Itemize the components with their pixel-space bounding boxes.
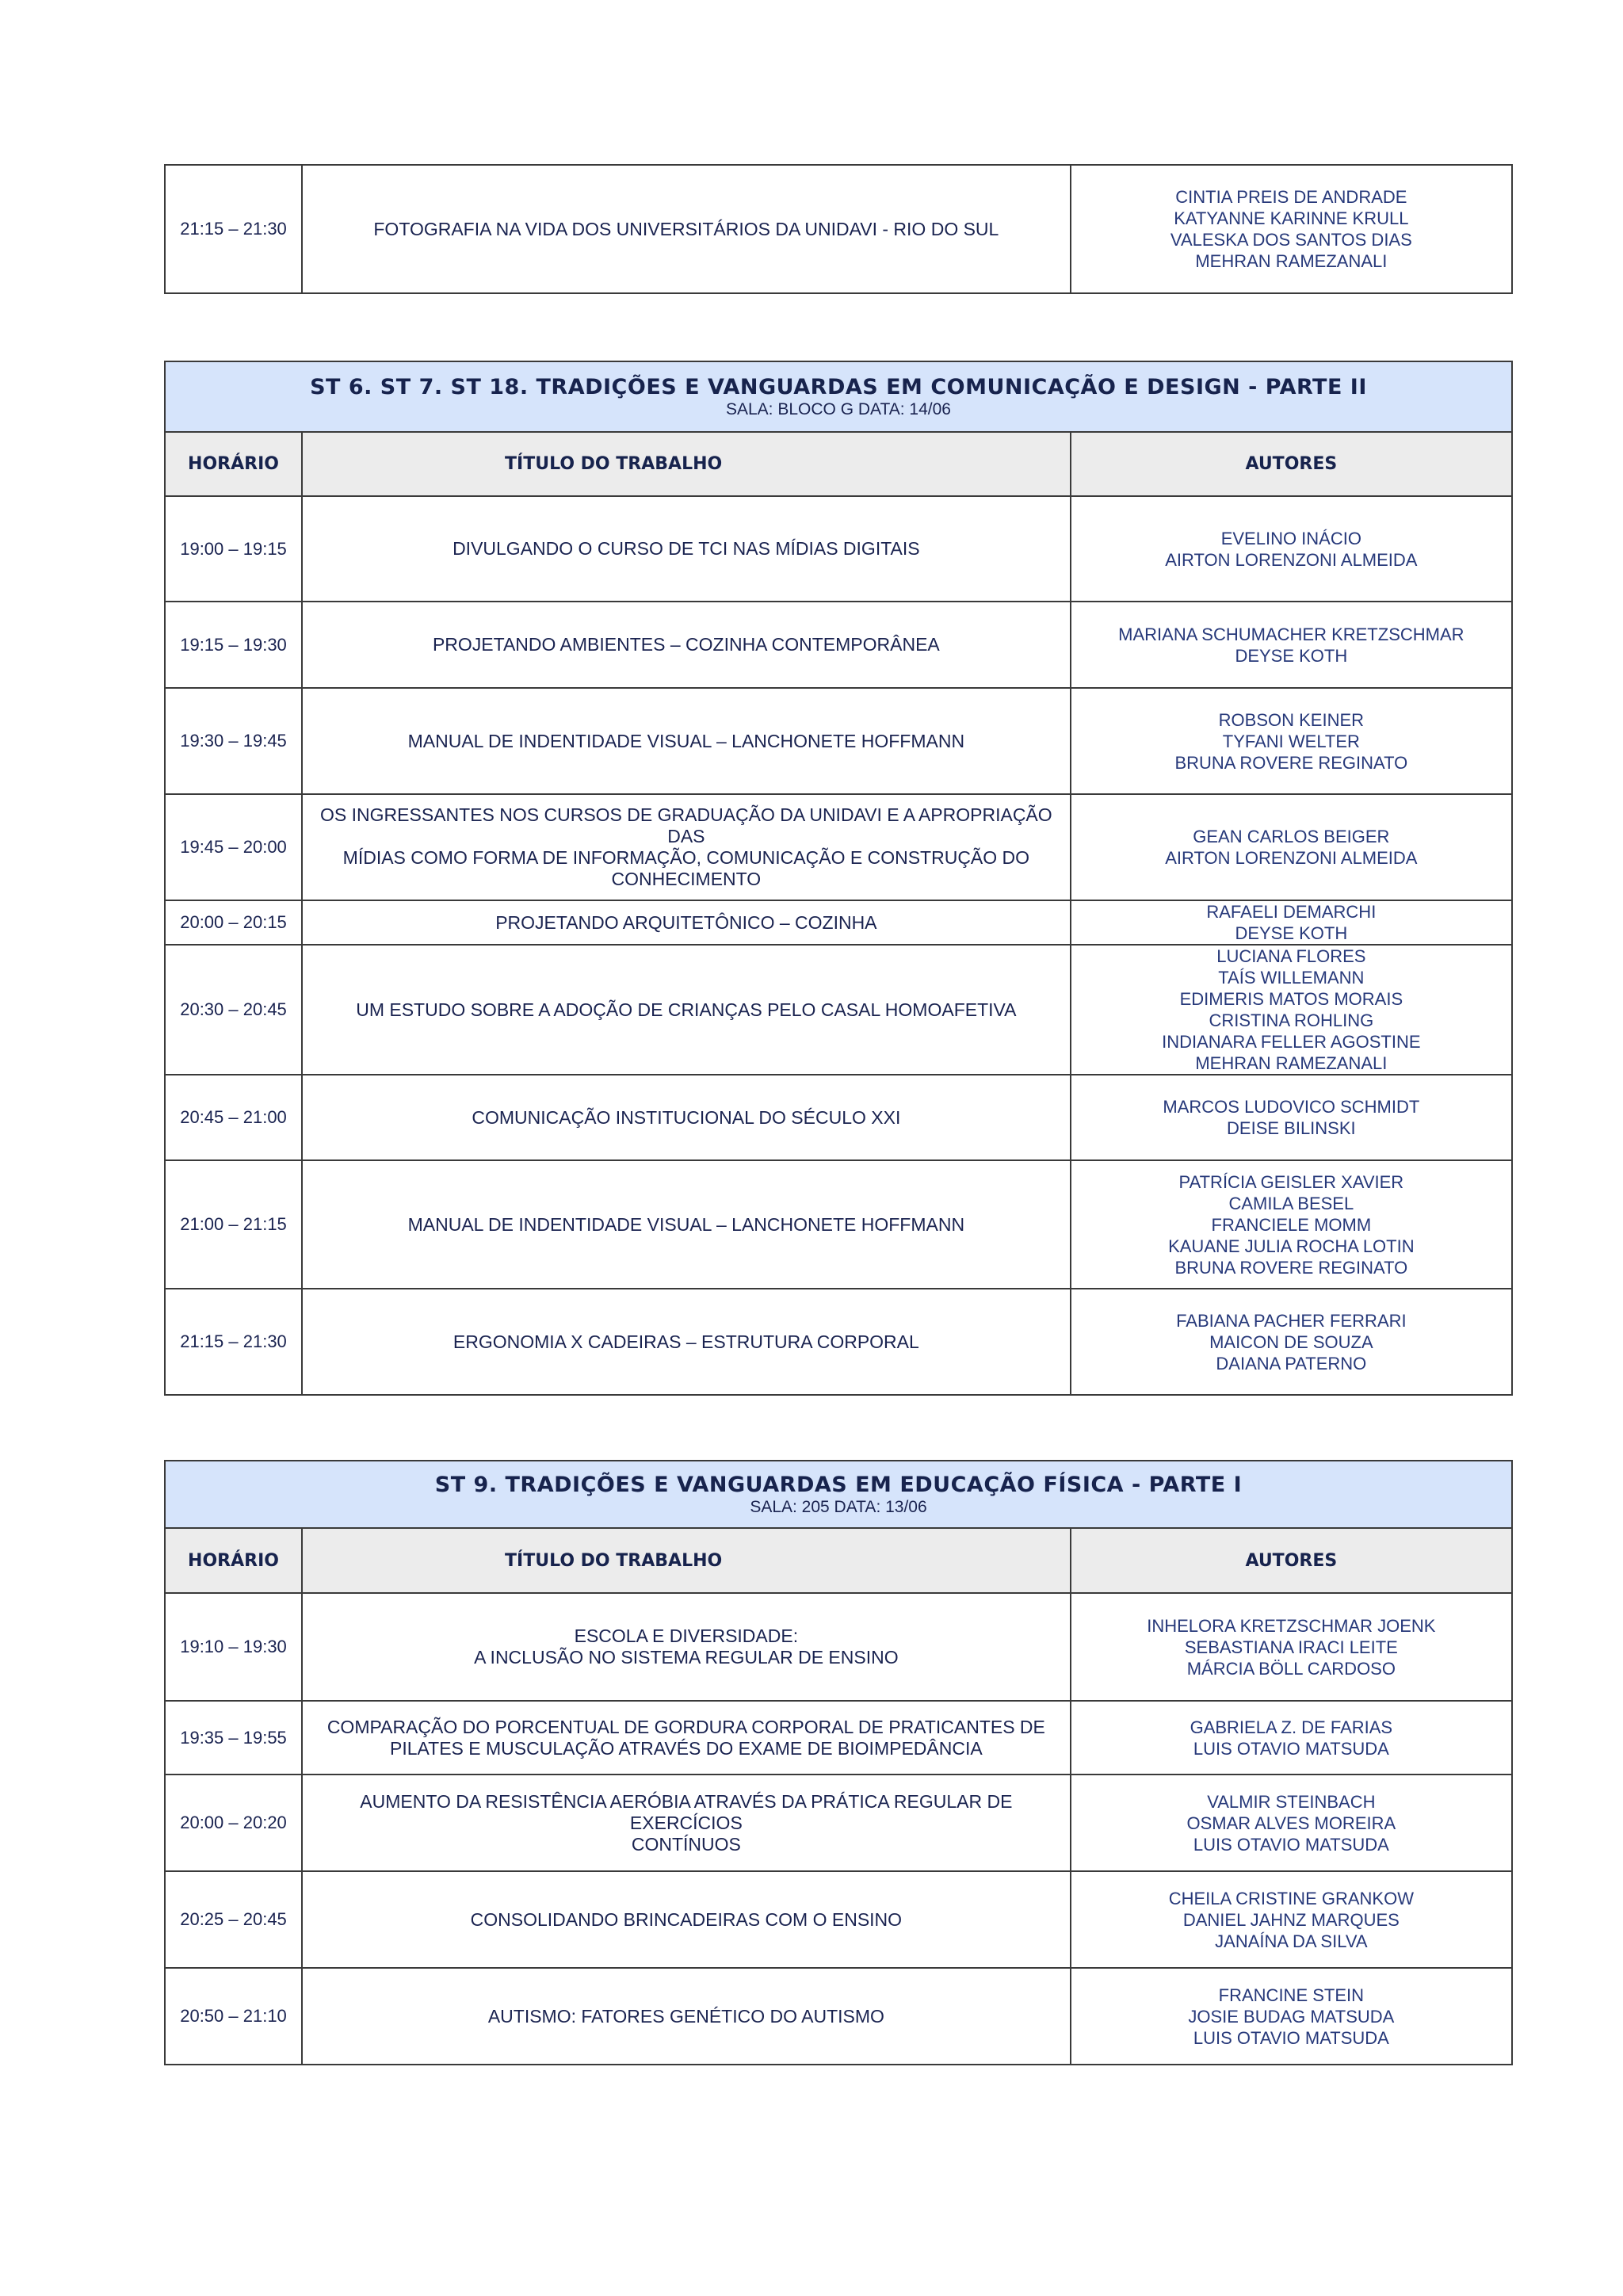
table-row bbox=[165, 688, 1512, 794]
author-name: BRUNA ROVERE REGINATO bbox=[1174, 1257, 1408, 1278]
author-name: LUIS OTAVIO MATSUDA bbox=[1193, 1738, 1389, 1759]
title-cell: FOTOGRAFIA NA VIDA DOS UNIVERSITÁRIOS DA UNIDAVI - RIO DO SUL bbox=[302, 165, 1071, 293]
time-cell: 19:45 – 20:00 bbox=[165, 794, 302, 900]
author-name: DEISE BILINSKI bbox=[1227, 1118, 1356, 1138]
author-name: MAICON DE SOUZA bbox=[1209, 1331, 1373, 1352]
author-name: CRISTINA ROHLING bbox=[1209, 1010, 1374, 1030]
column-header-time: HORÁRIO bbox=[165, 1528, 302, 1593]
author-name: TYFANI WELTER bbox=[1222, 731, 1360, 751]
authors-cell bbox=[1071, 1075, 1512, 1160]
time-cell: 20:00 – 20:15 bbox=[165, 900, 302, 945]
author-name: DAIANA PATERNO bbox=[1216, 1353, 1367, 1373]
authors-cell bbox=[1071, 602, 1512, 688]
table-row bbox=[165, 1289, 1512, 1395]
section-subtitle: SALA: 205 DATA: 13/06 bbox=[750, 1497, 927, 1516]
title-cell: DIVULGANDO O CURSO DE TCI NAS MÍDIAS DIGITAIS bbox=[302, 496, 1071, 602]
author-name: LUIS OTAVIO MATSUDA bbox=[1193, 2027, 1389, 2048]
author-name: GEAN CARLOS BEIGER bbox=[1193, 827, 1390, 846]
schedule-table-continuation bbox=[164, 164, 1513, 294]
author-name: AIRTON LORENZONI ALMEIDA bbox=[1165, 848, 1418, 868]
column-header-row bbox=[165, 432, 1512, 496]
title-cell: AUTISMO: FATORES GENÉTICO DO AUTISMO bbox=[302, 1968, 1071, 2065]
time-cell: 19:30 – 19:45 bbox=[165, 688, 302, 794]
time-cell: 21:15 – 21:30 bbox=[165, 1289, 302, 1395]
author-name: FRANCINE STEIN bbox=[1218, 1985, 1365, 2005]
author-name: FABIANA PACHER FERRARI bbox=[1176, 1310, 1407, 1331]
author-name: EDIMERIS MATOS MORAIS bbox=[1179, 989, 1403, 1009]
table-row bbox=[165, 1075, 1512, 1160]
time-cell: 19:15 – 19:30 bbox=[165, 602, 302, 688]
authors-cell bbox=[1071, 1701, 1512, 1775]
table-row bbox=[165, 1701, 1512, 1775]
authors-cell bbox=[1071, 1871, 1512, 1968]
column-header-time: HORÁRIO bbox=[165, 432, 302, 496]
author-name: CAMILA BESEL bbox=[1228, 1193, 1354, 1213]
authors-cell bbox=[1071, 1775, 1512, 1871]
time-cell: 20:45 – 21:00 bbox=[165, 1075, 302, 1160]
author-name: OSMAR ALVES MOREIRA bbox=[1186, 1813, 1396, 1833]
author-name: CHEILA CRISTINE GRANKOW bbox=[1168, 1888, 1414, 1908]
time-cell: 19:35 – 19:55 bbox=[165, 1701, 302, 1775]
schedule-table-comunicacao-design bbox=[164, 361, 1513, 1396]
title-cell: PROJETANDO ARQUITETÔNICO – COZINHA bbox=[302, 900, 1071, 945]
title-cell: CONSOLIDANDO BRINCADEIRAS COM O ENSINO bbox=[302, 1871, 1071, 1968]
title-cell: AUMENTO DA RESISTÊNCIA AERÓBIA ATRAVÉS DA PRÁTICA REGULAR DE EXERCÍCIOS CONTÍNUOS bbox=[302, 1775, 1071, 1871]
authors-cell bbox=[1071, 900, 1512, 945]
author-name: LUCIANA FLORES bbox=[1216, 946, 1366, 966]
time-cell: 19:10 – 19:30 bbox=[165, 1593, 302, 1701]
authors-cell bbox=[1071, 1968, 1512, 2065]
table-row bbox=[165, 900, 1512, 945]
table-row bbox=[165, 1968, 1512, 2065]
author-name: BRUNA ROVERE REGINATO bbox=[1174, 752, 1408, 773]
author-name: TAÍS WILLEMANN bbox=[1218, 968, 1365, 988]
column-header-row bbox=[165, 1528, 1512, 1593]
author-name: MEHRAN RAMEZANALI bbox=[1195, 251, 1388, 271]
table-row bbox=[165, 1593, 1512, 1701]
author-name: KAUANE JULIA ROCHA LOTIN bbox=[1168, 1236, 1415, 1256]
author-name: SEBASTIANA IRACI LEITE bbox=[1184, 1637, 1398, 1657]
author-name: INDIANARA FELLER AGOSTINE bbox=[1162, 1032, 1421, 1052]
author-name: VALESKA DOS SANTOS DIAS bbox=[1170, 230, 1412, 250]
authors-cell bbox=[1071, 688, 1512, 794]
author-name: DANIEL JAHNZ MARQUES bbox=[1182, 1909, 1400, 1930]
schedule-table-educacao-fisica bbox=[164, 1460, 1513, 2065]
section-header-row bbox=[165, 361, 1512, 432]
author-name: GABRIELA Z. DE FARIAS bbox=[1190, 1717, 1393, 1737]
author-name: ROBSON KEINER bbox=[1218, 709, 1365, 730]
table-row bbox=[165, 1775, 1512, 1871]
authors-cell bbox=[1071, 945, 1512, 1075]
title-cell: ESCOLA E DIVERSIDADE: A INCLUSÃO NO SISTEMA REGULAR DE ENSINO bbox=[302, 1593, 1071, 1701]
section-title: ST 9. TRADIÇÕES E VANGUARDAS EM EDUCAÇÃO FÍSICA - PARTE I bbox=[434, 1472, 1243, 1497]
title-cell: ERGONOMIA X CADEIRAS – ESTRUTURA CORPORAL bbox=[302, 1289, 1071, 1395]
table-row bbox=[165, 794, 1512, 900]
author-name: JOSIE BUDAG MATSUDA bbox=[1188, 2006, 1395, 2027]
author-name: EVELINO INÁCIO bbox=[1220, 528, 1361, 548]
table-row bbox=[165, 602, 1512, 688]
time-cell: 20:25 – 20:45 bbox=[165, 1871, 302, 1968]
section-header bbox=[165, 1461, 1512, 1528]
author-name: JANAÍNA DA SILVA bbox=[1215, 1931, 1368, 1951]
title-cell: OS INGRESSANTES NOS CURSOS DE GRADUAÇÃO DA UNIDAVI E A APROPRIAÇÃO DAS MÍDIAS COMO FORMA DE INFORMAÇÃO, COMUNICAÇÃO E CONSTRUÇÃO DO CONHECIMENTO bbox=[302, 794, 1071, 900]
authors-cell bbox=[1071, 1593, 1512, 1701]
title-cell: MANUAL DE INDENTIDADE VISUAL – LANCHONETE HOFFMANN bbox=[302, 1160, 1071, 1289]
author-name: MARIANA SCHUMACHER KRETZSCHMAR bbox=[1118, 624, 1465, 644]
section-header bbox=[165, 361, 1512, 432]
title-cell: PROJETANDO AMBIENTES – COZINHA CONTEMPORÂNEA bbox=[302, 602, 1071, 688]
author-name: KATYANNE KARINNE KRULL bbox=[1174, 208, 1409, 228]
author-name: RAFAELI DEMARCHI bbox=[1206, 902, 1377, 922]
table-body bbox=[165, 165, 1512, 293]
title-cell: MANUAL DE INDENTIDADE VISUAL – LANCHONETE HOFFMANN bbox=[302, 688, 1071, 794]
author-name: FRANCIELE MOMM bbox=[1211, 1214, 1372, 1235]
authors-cell bbox=[1071, 794, 1512, 900]
author-name: DEYSE KOTH bbox=[1235, 923, 1348, 943]
table-row bbox=[165, 1871, 1512, 1968]
time-cell: 21:15 – 21:30 bbox=[165, 165, 302, 293]
author-name: PATRÍCIA GEISLER XAVIER bbox=[1178, 1171, 1404, 1192]
author-name: VALMIR STEINBACH bbox=[1207, 1791, 1376, 1812]
author-name: MARCOS LUDOVICO SCHMIDT bbox=[1163, 1097, 1420, 1117]
table-row bbox=[165, 165, 1512, 293]
table-body bbox=[165, 361, 1512, 1395]
section-title: ST 6. ST 7. ST 18. TRADIÇÕES E VANGUARDAS EM COMUNICAÇÃO E DESIGN - PARTE II bbox=[310, 374, 1367, 399]
author-name: MÁRCIA BÖLL CARDOSO bbox=[1186, 1658, 1396, 1679]
column-header-title: TÍTULO DO TRABALHO bbox=[302, 432, 1071, 496]
time-cell: 19:00 – 19:15 bbox=[165, 496, 302, 602]
time-cell: 20:00 – 20:20 bbox=[165, 1775, 302, 1871]
column-header-authors: AUTORES bbox=[1071, 432, 1512, 496]
table-body bbox=[165, 1461, 1512, 2065]
time-cell: 21:00 – 21:15 bbox=[165, 1160, 302, 1289]
title-cell: COMPARAÇÃO DO PORCENTUAL DE GORDURA CORPORAL DE PRATICANTES DE PILATES E MUSCULAÇÃO ATRAVÉS DO EXAME DE BIOIMPEDÂNCIA bbox=[302, 1701, 1071, 1775]
table-row bbox=[165, 496, 1512, 602]
authors-cell bbox=[1071, 1289, 1512, 1395]
author-name: LUIS OTAVIO MATSUDA bbox=[1193, 1834, 1389, 1855]
author-name: CINTIA PREIS DE ANDRADE bbox=[1175, 187, 1407, 207]
column-header-authors: AUTORES bbox=[1071, 1528, 1512, 1593]
time-cell: 20:30 – 20:45 bbox=[165, 945, 302, 1075]
author-name: MEHRAN RAMEZANALI bbox=[1195, 1053, 1388, 1073]
section-subtitle: SALA: BLOCO G DATA: 14/06 bbox=[725, 399, 951, 418]
title-cell: COMUNICAÇÃO INSTITUCIONAL DO SÉCULO XXI bbox=[302, 1075, 1071, 1160]
section-header-row bbox=[165, 1461, 1512, 1528]
column-header-title: TÍTULO DO TRABALHO bbox=[302, 1528, 1071, 1593]
table-row bbox=[165, 1160, 1512, 1289]
author-name: AIRTON LORENZONI ALMEIDA bbox=[1165, 549, 1418, 570]
title-cell: UM ESTUDO SOBRE A ADOÇÃO DE CRIANÇAS PELO CASAL HOMOAFETIVA bbox=[302, 945, 1071, 1075]
authors-cell bbox=[1071, 496, 1512, 602]
author-name: DEYSE KOTH bbox=[1235, 645, 1348, 666]
time-cell: 20:50 – 21:10 bbox=[165, 1968, 302, 2065]
authors-cell bbox=[1071, 165, 1512, 293]
table-row bbox=[165, 945, 1512, 1075]
authors-cell bbox=[1071, 1160, 1512, 1289]
author-name: INHELORA KRETZSCHMAR JOENK bbox=[1147, 1615, 1436, 1636]
